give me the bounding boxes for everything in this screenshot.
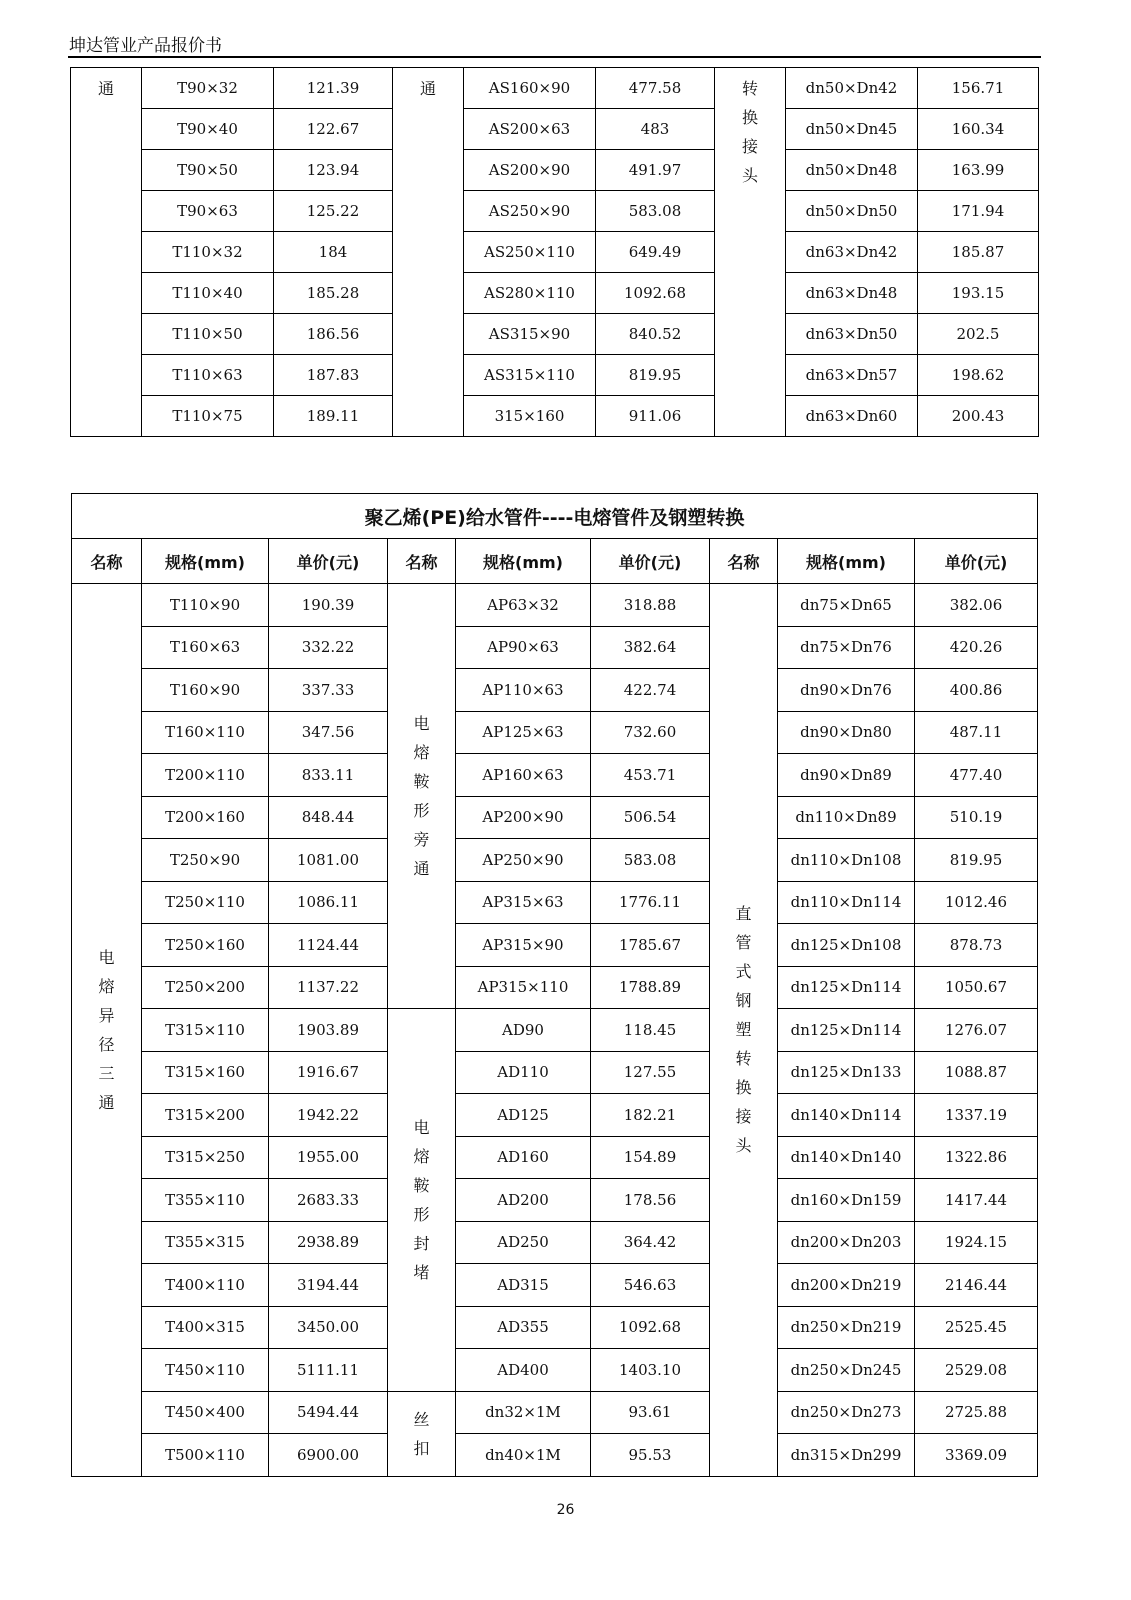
price-cell: 2725.88 (915, 1391, 1038, 1434)
spec-cell: 315×160 (464, 396, 596, 437)
table-row (72, 1434, 1038, 1477)
spec-cell: T110×40 (142, 273, 274, 314)
spec-cell: AD160 (456, 1136, 591, 1179)
group-label-thread (388, 1391, 456, 1476)
price-cell: 382.06 (915, 584, 1038, 627)
spec-cell: T110×50 (142, 314, 274, 355)
column-header: 规格(mm) (142, 539, 269, 584)
spec-cell: dn200×Dn219 (778, 1264, 915, 1307)
spec-cell: T250×200 (142, 966, 269, 1009)
price-cell: 649.49 (596, 232, 715, 273)
price-cell: 190.39 (269, 584, 388, 627)
price-cell: 3194.44 (269, 1264, 388, 1307)
table-row (71, 68, 1039, 109)
price-cell: 732.60 (591, 711, 710, 754)
price-cell: 878.73 (915, 924, 1038, 967)
spec-cell: AS280×110 (464, 273, 596, 314)
spec-cell: T250×110 (142, 881, 269, 924)
spec-cell: T315×250 (142, 1136, 269, 1179)
spec-cell: T250×90 (142, 839, 269, 882)
price-cell: 491.97 (596, 150, 715, 191)
spec-cell: T400×110 (142, 1264, 269, 1307)
spec-cell: dn140×Dn114 (778, 1094, 915, 1137)
price-cell: 160.34 (918, 109, 1039, 150)
spec-cell: AD90 (456, 1009, 591, 1052)
price-cell: 163.99 (918, 150, 1039, 191)
price-cell: 477.40 (915, 754, 1038, 797)
price-cell: 1924.15 (915, 1221, 1038, 1264)
table-row (71, 191, 1039, 232)
price-cell: 1337.19 (915, 1094, 1038, 1137)
spec-cell: T110×63 (142, 355, 274, 396)
spec-cell: AP63×32 (456, 584, 591, 627)
price-cell: 840.52 (596, 314, 715, 355)
price-cell: 1942.22 (269, 1094, 388, 1137)
price-cell: 848.44 (269, 796, 388, 839)
spec-cell: dn40×1M (456, 1434, 591, 1477)
spec-cell: AP110×63 (456, 669, 591, 712)
spec-cell: dn250×Dn273 (778, 1391, 915, 1434)
price-cell: 127.55 (591, 1051, 710, 1094)
group-label-saddle-plug (388, 1009, 456, 1392)
price-cell: 1086.11 (269, 881, 388, 924)
table-row (71, 355, 1039, 396)
price-cell: 2529.08 (915, 1349, 1038, 1392)
group-label-steel-plastic-adapter-text: 直管式钢塑转换接头 (735, 904, 752, 1156)
price-cell: 1137.22 (269, 966, 388, 1009)
price-cell: 1916.67 (269, 1051, 388, 1094)
table-row (72, 711, 1038, 754)
price-cell: 1081.00 (269, 839, 388, 882)
column-header: 单价(元) (915, 539, 1038, 584)
spec-cell: AS160×90 (464, 68, 596, 109)
spec-cell: AP315×90 (456, 924, 591, 967)
spec-cell: AD315 (456, 1264, 591, 1307)
pe-fittings-price-table (71, 493, 1038, 1477)
spec-cell: dn50×Dn50 (786, 191, 918, 232)
price-cell: 453.71 (591, 754, 710, 797)
price-cell: 422.74 (591, 669, 710, 712)
price-cell: 200.43 (918, 396, 1039, 437)
spec-cell: T110×75 (142, 396, 274, 437)
price-cell: 202.5 (918, 314, 1039, 355)
price-cell: 185.28 (274, 273, 393, 314)
table-row (71, 396, 1039, 437)
group-label-thread-text: 丝扣 (413, 1409, 430, 1458)
price-cell: 583.08 (591, 839, 710, 882)
price-cell: 1903.89 (269, 1009, 388, 1052)
spec-cell: dn50×Dn42 (786, 68, 918, 109)
spec-cell: AP315×110 (456, 966, 591, 1009)
spec-cell: AD200 (456, 1179, 591, 1222)
spec-cell: T110×32 (142, 232, 274, 273)
spec-cell: AP315×63 (456, 881, 591, 924)
price-cell: 171.94 (918, 191, 1039, 232)
spec-cell: dn200×Dn203 (778, 1221, 915, 1264)
table-row (72, 1094, 1038, 1137)
price-cell: 1124.44 (269, 924, 388, 967)
spec-cell: dn315×Dn299 (778, 1434, 915, 1477)
spec-cell: AD250 (456, 1221, 591, 1264)
price-cell: 337.33 (269, 669, 388, 712)
price-cell: 1785.67 (591, 924, 710, 967)
group-label-saddle-tee (388, 584, 456, 1009)
price-cell: 1050.67 (915, 966, 1038, 1009)
group-label-tee-2 (393, 68, 464, 437)
table-row (72, 1221, 1038, 1264)
spec-cell: T200×110 (142, 754, 269, 797)
price-cell: 1955.00 (269, 1136, 388, 1179)
spec-cell: T90×40 (142, 109, 274, 150)
spec-cell: dn63×Dn50 (786, 314, 918, 355)
table-row (72, 924, 1038, 967)
table-row (72, 1391, 1038, 1434)
price-cell: 833.11 (269, 754, 388, 797)
price-cell: 186.56 (274, 314, 393, 355)
spec-cell: dn250×Dn245 (778, 1349, 915, 1392)
column-header: 单价(元) (269, 539, 388, 584)
price-cell: 1092.68 (596, 273, 715, 314)
table-row (72, 1009, 1038, 1052)
price-cell: 400.86 (915, 669, 1038, 712)
spec-cell: dn63×Dn48 (786, 273, 918, 314)
table-row (72, 1349, 1038, 1392)
spec-cell: T315×160 (142, 1051, 269, 1094)
price-cell: 1088.87 (915, 1051, 1038, 1094)
spec-cell: AS250×110 (464, 232, 596, 273)
spec-cell: T450×110 (142, 1349, 269, 1392)
table-row (71, 314, 1039, 355)
price-cell: 189.11 (274, 396, 393, 437)
price-cell: 477.58 (596, 68, 715, 109)
price-cell: 193.15 (918, 273, 1039, 314)
spec-cell: dn110×Dn108 (778, 839, 915, 882)
column-header: 规格(mm) (456, 539, 591, 584)
table-row (71, 109, 1039, 150)
spec-cell: AP125×63 (456, 711, 591, 754)
document-header-title: 坤达管业产品报价书 (69, 36, 222, 56)
price-cell: 2938.89 (269, 1221, 388, 1264)
price-cell: 184 (274, 232, 393, 273)
table-row (72, 1136, 1038, 1179)
price-cell: 118.45 (591, 1009, 710, 1052)
price-cell: 122.67 (274, 109, 393, 150)
column-header: 规格(mm) (778, 539, 915, 584)
spec-cell: dn125×Dn114 (778, 1009, 915, 1052)
group-label-adapter (715, 68, 786, 437)
group-label-tee-2-text: 通 (419, 79, 436, 98)
spec-cell: AD110 (456, 1051, 591, 1094)
price-cell: 364.42 (591, 1221, 710, 1264)
price-cell: 332.22 (269, 626, 388, 669)
spec-cell: dn250×Dn219 (778, 1306, 915, 1349)
price-cell: 510.19 (915, 796, 1038, 839)
spec-cell: AS200×63 (464, 109, 596, 150)
spec-cell: T315×110 (142, 1009, 269, 1052)
spec-cell: AD400 (456, 1349, 591, 1392)
price-cell: 198.62 (918, 355, 1039, 396)
spec-cell: AP200×90 (456, 796, 591, 839)
spec-cell: dn125×Dn108 (778, 924, 915, 967)
group-label-saddle-tee-text: 电熔鞍形旁通 (413, 714, 430, 878)
column-header: 名称 (710, 539, 778, 584)
spec-cell: T90×63 (142, 191, 274, 232)
spec-cell: T315×200 (142, 1094, 269, 1137)
price-cell: 347.56 (269, 711, 388, 754)
spec-cell: dn125×Dn133 (778, 1051, 915, 1094)
price-cell: 182.21 (591, 1094, 710, 1137)
table-row (71, 150, 1039, 191)
header-divider (68, 56, 1041, 58)
spec-cell: AD125 (456, 1094, 591, 1137)
price-cell: 187.83 (274, 355, 393, 396)
group-label-reducing-tee (72, 584, 142, 1477)
table-row (72, 1179, 1038, 1222)
table-row (72, 966, 1038, 1009)
spec-cell: T160×63 (142, 626, 269, 669)
price-cell: 125.22 (274, 191, 393, 232)
spec-cell: T90×50 (142, 150, 274, 191)
price-cell: 506.54 (591, 796, 710, 839)
spec-cell: T250×160 (142, 924, 269, 967)
group-label-saddle-plug-text: 电熔鞍形封堵 (413, 1117, 430, 1282)
spec-cell: dn50×Dn45 (786, 109, 918, 150)
table-row (72, 881, 1038, 924)
price-cell: 3450.00 (269, 1306, 388, 1349)
price-cell: 911.06 (596, 396, 715, 437)
column-header: 单价(元) (591, 539, 710, 584)
spec-cell: AD355 (456, 1306, 591, 1349)
price-cell: 2146.44 (915, 1264, 1038, 1307)
price-cell: 420.26 (915, 626, 1038, 669)
spec-cell: T450×400 (142, 1391, 269, 1434)
price-cell: 1776.11 (591, 881, 710, 924)
price-cell: 1417.44 (915, 1179, 1038, 1222)
price-cell: 1403.10 (591, 1349, 710, 1392)
price-cell: 487.11 (915, 711, 1038, 754)
price-cell: 1788.89 (591, 966, 710, 1009)
spec-cell: dn125×Dn114 (778, 966, 915, 1009)
spec-cell: dn110×Dn114 (778, 881, 915, 924)
table-row (71, 273, 1039, 314)
price-cell: 95.53 (591, 1434, 710, 1477)
table-row (71, 232, 1039, 273)
spec-cell: dn90×Dn76 (778, 669, 915, 712)
spec-cell: dn75×Dn76 (778, 626, 915, 669)
spec-cell: AP250×90 (456, 839, 591, 882)
page-number: 26 (556, 1502, 575, 1518)
spec-cell: AP160×63 (456, 754, 591, 797)
group-label-steel-plastic-adapter (710, 584, 778, 1477)
spec-cell: dn32×1M (456, 1391, 591, 1434)
spec-cell: T400×315 (142, 1306, 269, 1349)
table-row (72, 669, 1038, 712)
price-cell: 156.71 (918, 68, 1039, 109)
price-cell: 178.56 (591, 1179, 710, 1222)
table-title: 聚乙烯(PE)给水管件----电熔管件及钢塑转换 (72, 494, 1038, 539)
table-row (72, 754, 1038, 797)
table-row (72, 1264, 1038, 1307)
table-header-row (72, 539, 1038, 584)
group-label-adapter-text: 转换接头 (741, 79, 758, 185)
price-cell: 154.89 (591, 1136, 710, 1179)
table-row (72, 796, 1038, 839)
group-label-tee (71, 68, 142, 437)
spec-cell: dn110×Dn89 (778, 796, 915, 839)
price-cell: 121.39 (274, 68, 393, 109)
price-cell: 1012.46 (915, 881, 1038, 924)
column-header: 名称 (388, 539, 456, 584)
price-cell: 1092.68 (591, 1306, 710, 1349)
price-cell: 6900.00 (269, 1434, 388, 1477)
price-cell: 3369.09 (915, 1434, 1038, 1477)
price-cell: 123.94 (274, 150, 393, 191)
table-title-row (72, 494, 1038, 539)
spec-cell: dn75×Dn65 (778, 584, 915, 627)
price-cell: 546.63 (591, 1264, 710, 1307)
spec-cell: AS315×90 (464, 314, 596, 355)
spec-cell: AS250×90 (464, 191, 596, 232)
group-label-reducing-tee-text: 电熔异径三通 (98, 947, 115, 1112)
spec-cell: T355×315 (142, 1221, 269, 1264)
table-row (72, 839, 1038, 882)
price-cell: 2683.33 (269, 1179, 388, 1222)
price-cell: 819.95 (915, 839, 1038, 882)
table-row (72, 1306, 1038, 1349)
table-row (72, 584, 1038, 627)
price-cell: 318.88 (591, 584, 710, 627)
spec-cell: dn90×Dn89 (778, 754, 915, 797)
table-row (72, 626, 1038, 669)
price-cell: 5494.44 (269, 1391, 388, 1434)
spec-cell: AS315×110 (464, 355, 596, 396)
spec-cell: dn63×Dn42 (786, 232, 918, 273)
column-header: 名称 (72, 539, 142, 584)
price-cell: 583.08 (596, 191, 715, 232)
spec-cell: T500×110 (142, 1434, 269, 1477)
price-cell: 1276.07 (915, 1009, 1038, 1052)
spec-cell: dn63×Dn60 (786, 396, 918, 437)
price-cell: 819.95 (596, 355, 715, 396)
spec-cell: T200×160 (142, 796, 269, 839)
price-cell: 483 (596, 109, 715, 150)
price-table-continued (70, 67, 1039, 437)
price-cell: 185.87 (918, 232, 1039, 273)
spec-cell: T160×110 (142, 711, 269, 754)
spec-cell: T160×90 (142, 669, 269, 712)
price-cell: 382.64 (591, 626, 710, 669)
spec-cell: dn90×Dn80 (778, 711, 915, 754)
group-label-tee-text: 通 (97, 79, 114, 98)
spec-cell: T90×32 (142, 68, 274, 109)
table-row (72, 1051, 1038, 1094)
price-cell: 2525.45 (915, 1306, 1038, 1349)
price-cell: 93.61 (591, 1391, 710, 1434)
spec-cell: dn50×Dn48 (786, 150, 918, 191)
spec-cell: dn140×Dn140 (778, 1136, 915, 1179)
price-cell: 5111.11 (269, 1349, 388, 1392)
spec-cell: dn63×Dn57 (786, 355, 918, 396)
spec-cell: AS200×90 (464, 150, 596, 191)
spec-cell: dn160×Dn159 (778, 1179, 915, 1222)
spec-cell: T110×90 (142, 584, 269, 627)
price-cell: 1322.86 (915, 1136, 1038, 1179)
spec-cell: AP90×63 (456, 626, 591, 669)
spec-cell: T355×110 (142, 1179, 269, 1222)
